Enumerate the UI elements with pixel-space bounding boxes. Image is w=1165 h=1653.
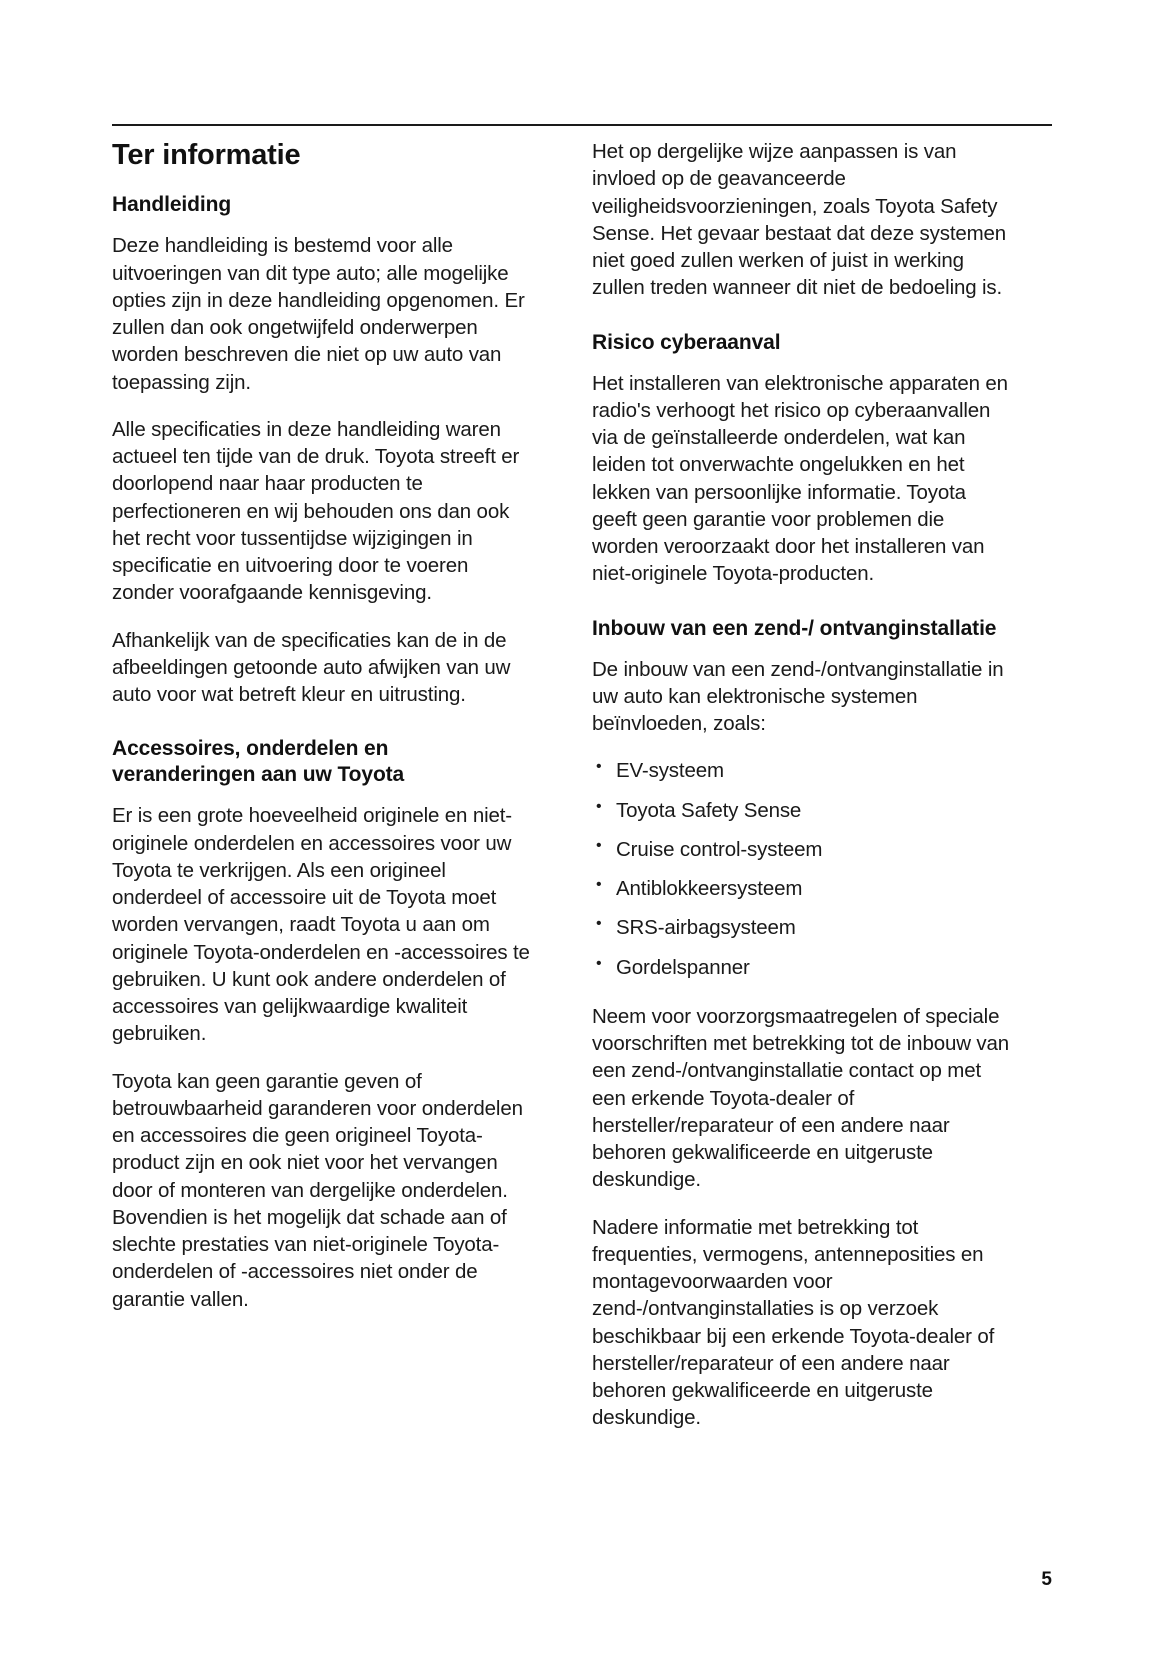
paragraph-afbeeldingen: Afhankelijk van de specificaties kan de in de afbeeldingen getoonde auto afwijken van uw auto voor wat betreft kleur en uitrusting. (112, 628, 511, 706)
paragraph-cyberaanval: Het installeren van elektronische apparaten en radio's verhoogt het risico op cyberaanvallen via de geïnstalleerde onderdelen, wat kan leiden tot onverwachte ongelukken en het lekken van persoonlijke informatie. Toyota geeft geen garantie voor problemen die worden veroorzaakt door het installeren van niet-originele Toyota-producten. (592, 371, 1008, 586)
right-column (592, 138, 1012, 1432)
header-rule (112, 124, 1052, 126)
left-column (112, 138, 532, 1432)
list-item: • Antiblokkeersysteem (592, 875, 1012, 902)
paragraph-specificaties: Alle specificaties in deze handleiding waren actueel ten tijde van de druk. Toyota streeft er doorlopend naar haar producten te perfectioneren en wij behouden ons dan ook het recht voor tussentijdse wijzigingen in specificatie en uitvoering door te voeren zonder voorafgaande kennisgeving. (112, 417, 520, 605)
list-item: • Toyota Safety Sense (592, 797, 1012, 824)
section-heading-handleiding: Handleiding (112, 193, 232, 217)
list-item: • EV-systeem (592, 757, 1012, 784)
paragraph-inbouw-intro: De inbouw van een zend-/ontvanginstallatie in uw auto kan elektronische systemen beïnvloeden, zoals: (592, 657, 1004, 736)
paragraph-handleiding-scope: Deze handleiding is bestemd voor alle uitvoeringen van dit type auto; alle mogelijke opties zijn in deze handleiding opgenomen. Er zullen dan ook ongetwijfeld onderwerpen worden beschreven die niet op uw auto van toepassing zijn. (112, 234, 525, 394)
section-heading-accessoires: Accessoires, onderdelen en veranderingen aan uw Toyota (112, 737, 405, 787)
paragraph-safety-sense: Het op dergelijke wijze aanpassen is van invloed op de geavanceerde veiligheidsvoorzieningen, zoals Toyota Safety Sense. Het gevaar bestaat dat deze systemen niet goed zullen werken of juist in werking zullen treden wanneer dit niet de bedoeling is. (592, 140, 1007, 300)
page-title: Ter informatie (112, 139, 301, 171)
paragraph-voorzorgsmaatregelen: Neem voor voorzorgsmaatregelen of speciale voorschriften met betrekking tot de inbouw van een zend-/ontvanginstallatie contact op met een erkende Toyota-dealer of hersteller/reparateur of een andere naar behoren gekwalificeerde en uitgeruste deskundige. (592, 1004, 1009, 1192)
list-item: • Gordelspanner (592, 954, 1012, 981)
list-item: • SRS-airbagsysteem (592, 914, 1012, 941)
paragraph-garantie: Toyota kan geen garantie geven of betrouwbaarheid garanderen voor onderdelen en accessoires die geen origineel Toyota-product zijn en ook niet voor het vervangen door of monteren van dergelijke onderdelen. Bovendien is het mogelijk dat schade aan of slechte prestaties van niet-originele Toyota-onderdelen of -accessoires niet onder de garantie vallen. (112, 1069, 523, 1311)
paragraph-originele-onderdelen: Er is een grote hoeveelheid originele en niet-originele onderdelen en accessoires voor uw Toyota te verkrijgen. Als een origineel onderdeel of accessoire uit de Toyota moet worden vervangen, raadt Toyota u aan om originele Toyota-onderdelen en -accessoires te gebruiken. U kunt ook andere onderdelen of accessoires van gelijkwaardige kwaliteit gebruiken. (112, 804, 530, 1046)
section-heading-inbouw-zendinstallatie: Inbouw van een zend-/ ontvanginstallatie (592, 616, 997, 640)
list-item: • Cruise control-systeem (592, 836, 1012, 863)
page-content (112, 138, 1052, 1432)
section-heading-risico-cyberaanval: Risico cyberaanval (592, 330, 781, 354)
page-number: 5 (1041, 1569, 1052, 1590)
affected-systems-list (592, 757, 1012, 981)
paragraph-nadere-informatie: Nadere informatie met betrekking tot frequenties, vermogens, antenneposities en montagevoorwaarden voor zend-/ontvanginstallaties is op verzoek beschikbaar bij een erkende Toyota-dealer of hersteller/reparateur of een andere naar behoren gekwalificeerde en uitgeruste deskundige. (592, 1215, 995, 1430)
